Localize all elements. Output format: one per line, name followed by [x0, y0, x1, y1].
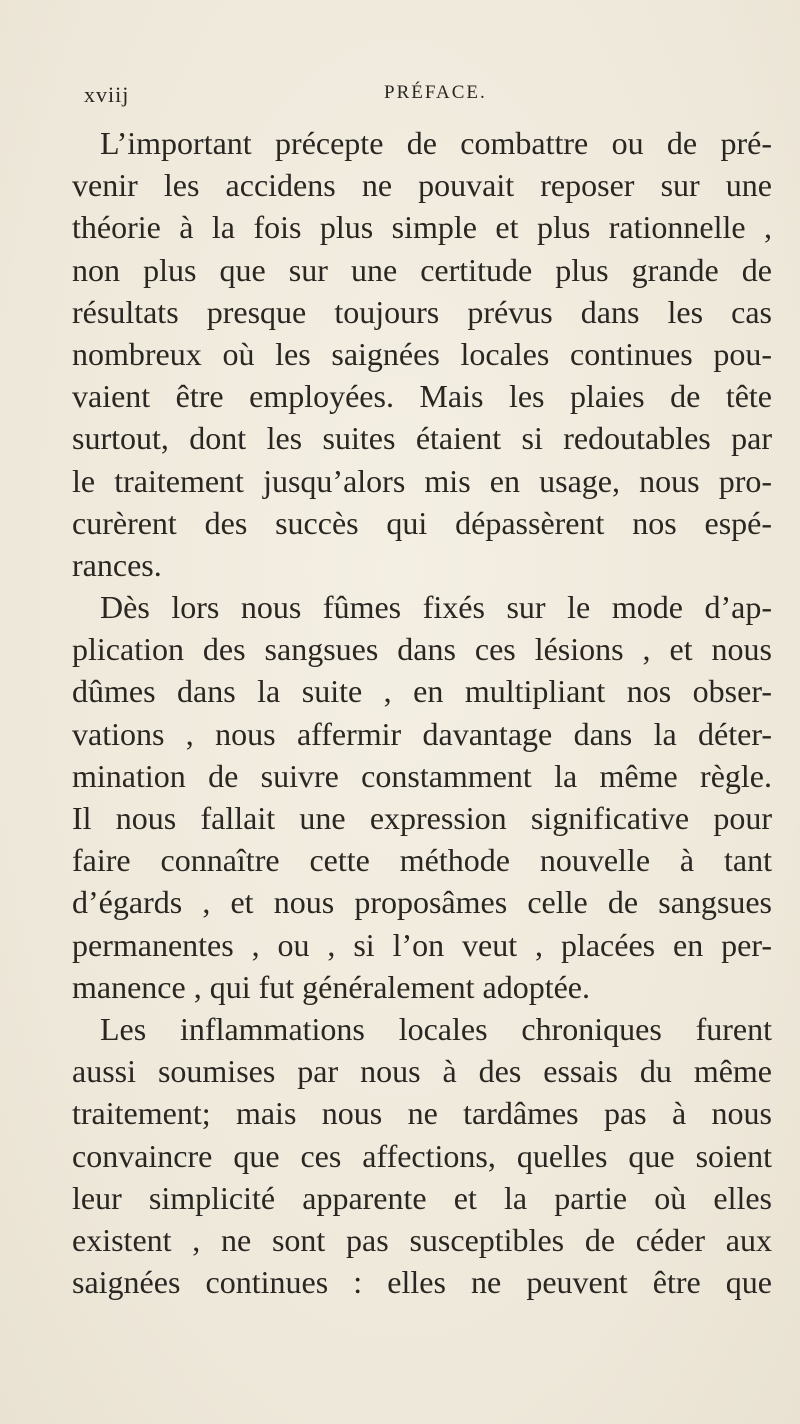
running-title: PRÉFACE.: [384, 82, 487, 103]
text-line: le traitement jusqu’alors mis en usage, nous pro-: [72, 462, 772, 499]
text-line: Il nous fallait une expression significative pour: [72, 800, 772, 836]
text-line: nombreux où les saignées locales continues pou-: [72, 335, 772, 372]
running-head: [84, 82, 724, 112]
text-line: théorie à la fois plus simple et plus rationnelle ,: [72, 209, 772, 246]
page-number: xviij: [84, 82, 130, 107]
text-line: vaient être employées. Mais les plaies de tête: [72, 378, 772, 415]
text-line: manence , qui fut généralement adoptée.: [72, 968, 590, 1005]
text-line: convaincre que ces affections, quelles que soient: [72, 1137, 772, 1174]
text-line: curèrent des succès qui dépassèrent nos espé-: [72, 504, 772, 541]
text-line: surtout, dont les suites étaient si redoutables par: [72, 420, 772, 457]
text-line: faire connaître cette méthode nouvelle à tant: [72, 842, 772, 879]
text-line: permanentes , ou , si l’on veut , placées en per-: [72, 926, 772, 963]
text-line: plication des sangsues dans ces lésions , et nous: [72, 631, 772, 668]
text-line: existent , ne sont pas susceptibles de céder aux: [72, 1221, 772, 1258]
text-line: traitement; mais nous ne tardâmes pas à nous: [72, 1095, 772, 1132]
text-line: non plus que sur une certitude plus grande de: [72, 251, 772, 288]
body-text: [72, 122, 772, 1303]
text-line: vations , nous affermir davantage dans la déter-: [72, 715, 772, 752]
text-line: mination de suivre constamment la même règle.: [72, 757, 772, 794]
text-line: Les inflammations locales chroniques furent: [100, 1010, 772, 1047]
text-line: rances.: [72, 546, 162, 583]
text-line: résultats presque toujours prévus dans les cas: [72, 293, 772, 330]
text-line: leur simplicité apparente et la partie où elles: [72, 1179, 772, 1216]
text-line: dûmes dans la suite , en multipliant nos obser-: [72, 673, 772, 710]
text-line: Dès lors nous fûmes fixés sur le mode d’ap-: [100, 589, 772, 626]
text-line: aussi soumises par nous à des essais du même: [72, 1053, 772, 1090]
text-line: venir les accidens ne pouvait reposer sur une: [72, 167, 772, 204]
text-line: saignées continues : elles ne peuvent être que: [72, 1264, 772, 1301]
text-line: d’égards , et nous proposâmes celle de sangsues: [72, 884, 772, 921]
text-line: L’important précepte de combattre ou de pré-: [100, 125, 772, 161]
